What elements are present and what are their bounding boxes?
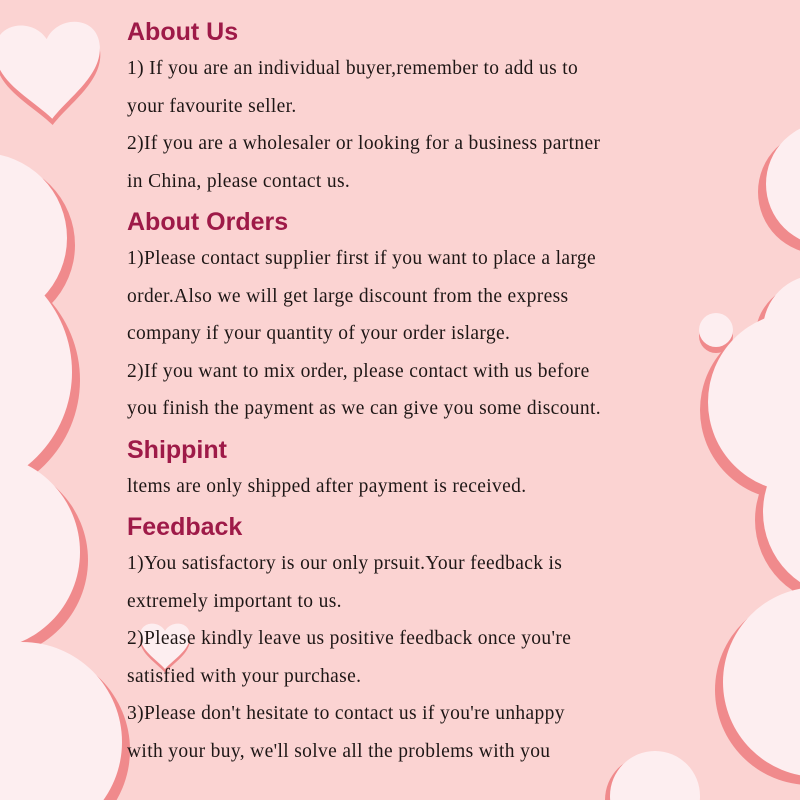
text-line: you finish the payment as we can give you some discount.: [127, 398, 601, 419]
heart-icon: [0, 20, 105, 129]
text-line: company if your quantity of your order islarge.: [127, 323, 511, 344]
text-line: 3)Please don't hesitate to contact us if you're unhappy: [127, 703, 565, 724]
text-line: extremely important to us.: [127, 590, 342, 612]
section-shipping: [127, 432, 707, 506]
cloud-shape: [0, 153, 130, 800]
text-line: 1) If you are an individual buyer,remember to add us to: [127, 58, 579, 79]
section-about-us: [127, 14, 707, 200]
text-line: with your buy, we'll solve all the problems with you: [127, 740, 551, 762]
section-feedback: [127, 509, 707, 770]
section-title: About Orders: [127, 208, 289, 236]
info-panel: [127, 14, 707, 770]
text-line: satisfied with your purchase.: [127, 665, 362, 687]
text-line: 1)You satisfactory is our only prsuit.Your feedback is: [127, 553, 563, 574]
text-line: 2)If you want to mix order, please contact with us before: [127, 360, 590, 382]
section-title: About Us: [127, 18, 239, 46]
text-line: ltems are only shipped after payment is received.: [127, 475, 527, 497]
section-title: Shippint: [127, 435, 227, 464]
text-line: in China, please contact us.: [127, 170, 351, 192]
text-line: order.Also we will get large discount from the express: [127, 285, 569, 307]
section-title: Feedback: [127, 513, 243, 541]
text-line: 1)Please contact supplier first if you want to place a large: [127, 248, 596, 269]
text-line: 2)If you are a wholesaler or looking for a business partner: [127, 133, 601, 154]
text-line: your favourite seller.: [127, 95, 297, 117]
text-line: 2)Please kindly leave us positive feedback once you're: [127, 628, 572, 649]
section-about-orders: [127, 204, 707, 428]
